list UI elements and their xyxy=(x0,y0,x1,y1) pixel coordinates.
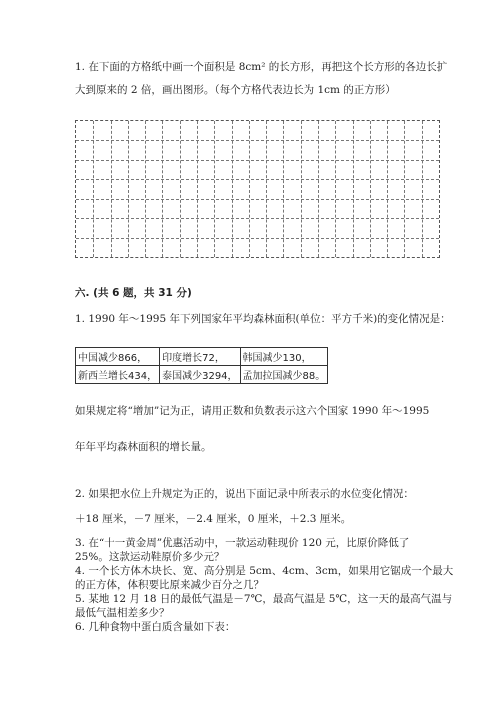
table-cell: 新西兰增长434， xyxy=(76,366,160,384)
p2-text: 2. 如果把水位上升规定为正的，说出下面记录中所表示的水位变化情况： xyxy=(75,488,414,500)
p4-line-1: 4. 一个长方体木块长、宽、高分别是 5cm、4cm、3cm，如果用它锯成一个最大 xyxy=(75,565,454,577)
grid-row-line xyxy=(76,238,439,239)
p1-text: 1. 1990 年～1995 年下列国家年平均森林面积(单位：平方千米)的变化情况是： xyxy=(75,313,451,325)
grid-row-line xyxy=(76,140,439,141)
grid-row-line xyxy=(76,199,439,200)
table-cell: 中国减少866， xyxy=(76,348,160,366)
p1-question-line-1: 如果规定将“增加”记为正，请用正数和负数表示这六个国家 1990 年～1995 xyxy=(75,405,430,417)
p4-line-2: 的正方体，体积要比原来减少百分之几？ xyxy=(75,579,264,591)
p3-line-2: 25%。这款运动鞋原价多少元？ xyxy=(75,551,225,563)
graph-paper-grid[interactable] xyxy=(75,120,440,258)
table-row xyxy=(76,348,328,366)
table-cell: 孟加拉国减少88。 xyxy=(240,366,328,384)
p5-line-2: 最低气温相差多少？ xyxy=(75,607,170,619)
grid-row-line xyxy=(76,179,439,180)
table-cell: 韩国减少130， xyxy=(240,348,328,366)
q1-line-2: 大到原来的 2 倍，画出图形。（每个方格代表边长为 1cm 的正方形） xyxy=(75,84,396,96)
p2-values: ＋18 厘米，－7 厘米，－2.4 厘米，0 厘米，＋2.3 厘米。 xyxy=(75,513,352,525)
table-row xyxy=(76,366,328,384)
p6-line-1: 6. 几种食物中蛋白质含量如下表： xyxy=(75,621,236,633)
table-cell: 泰国减少3294， xyxy=(160,366,240,384)
table-cell: 印度增长72， xyxy=(160,348,240,366)
section-title: 六. (共 6 题，共 31 分) xyxy=(75,287,192,299)
grid-row-line xyxy=(76,160,439,161)
grid-row-line xyxy=(76,218,439,219)
forest-change-table xyxy=(75,347,328,384)
q1-line-1: 1. 在下面的方格纸中画一个面积是 8cm² 的长方形，再把这个长方形的各边长扩 xyxy=(75,61,448,73)
p3-line-1: 3. 在“十一黄金周”优惠活动中，一款运动鞋现价 120 元，比原价降低了 xyxy=(75,537,410,549)
p5-line-1: 5. 某地 12 月 18 日的最低气温是－7℃，最高气温是 5℃，这一天的最高气温与 xyxy=(75,593,453,605)
p1-question-line-2: 年年平均森林面积的增长量。 xyxy=(75,441,212,453)
